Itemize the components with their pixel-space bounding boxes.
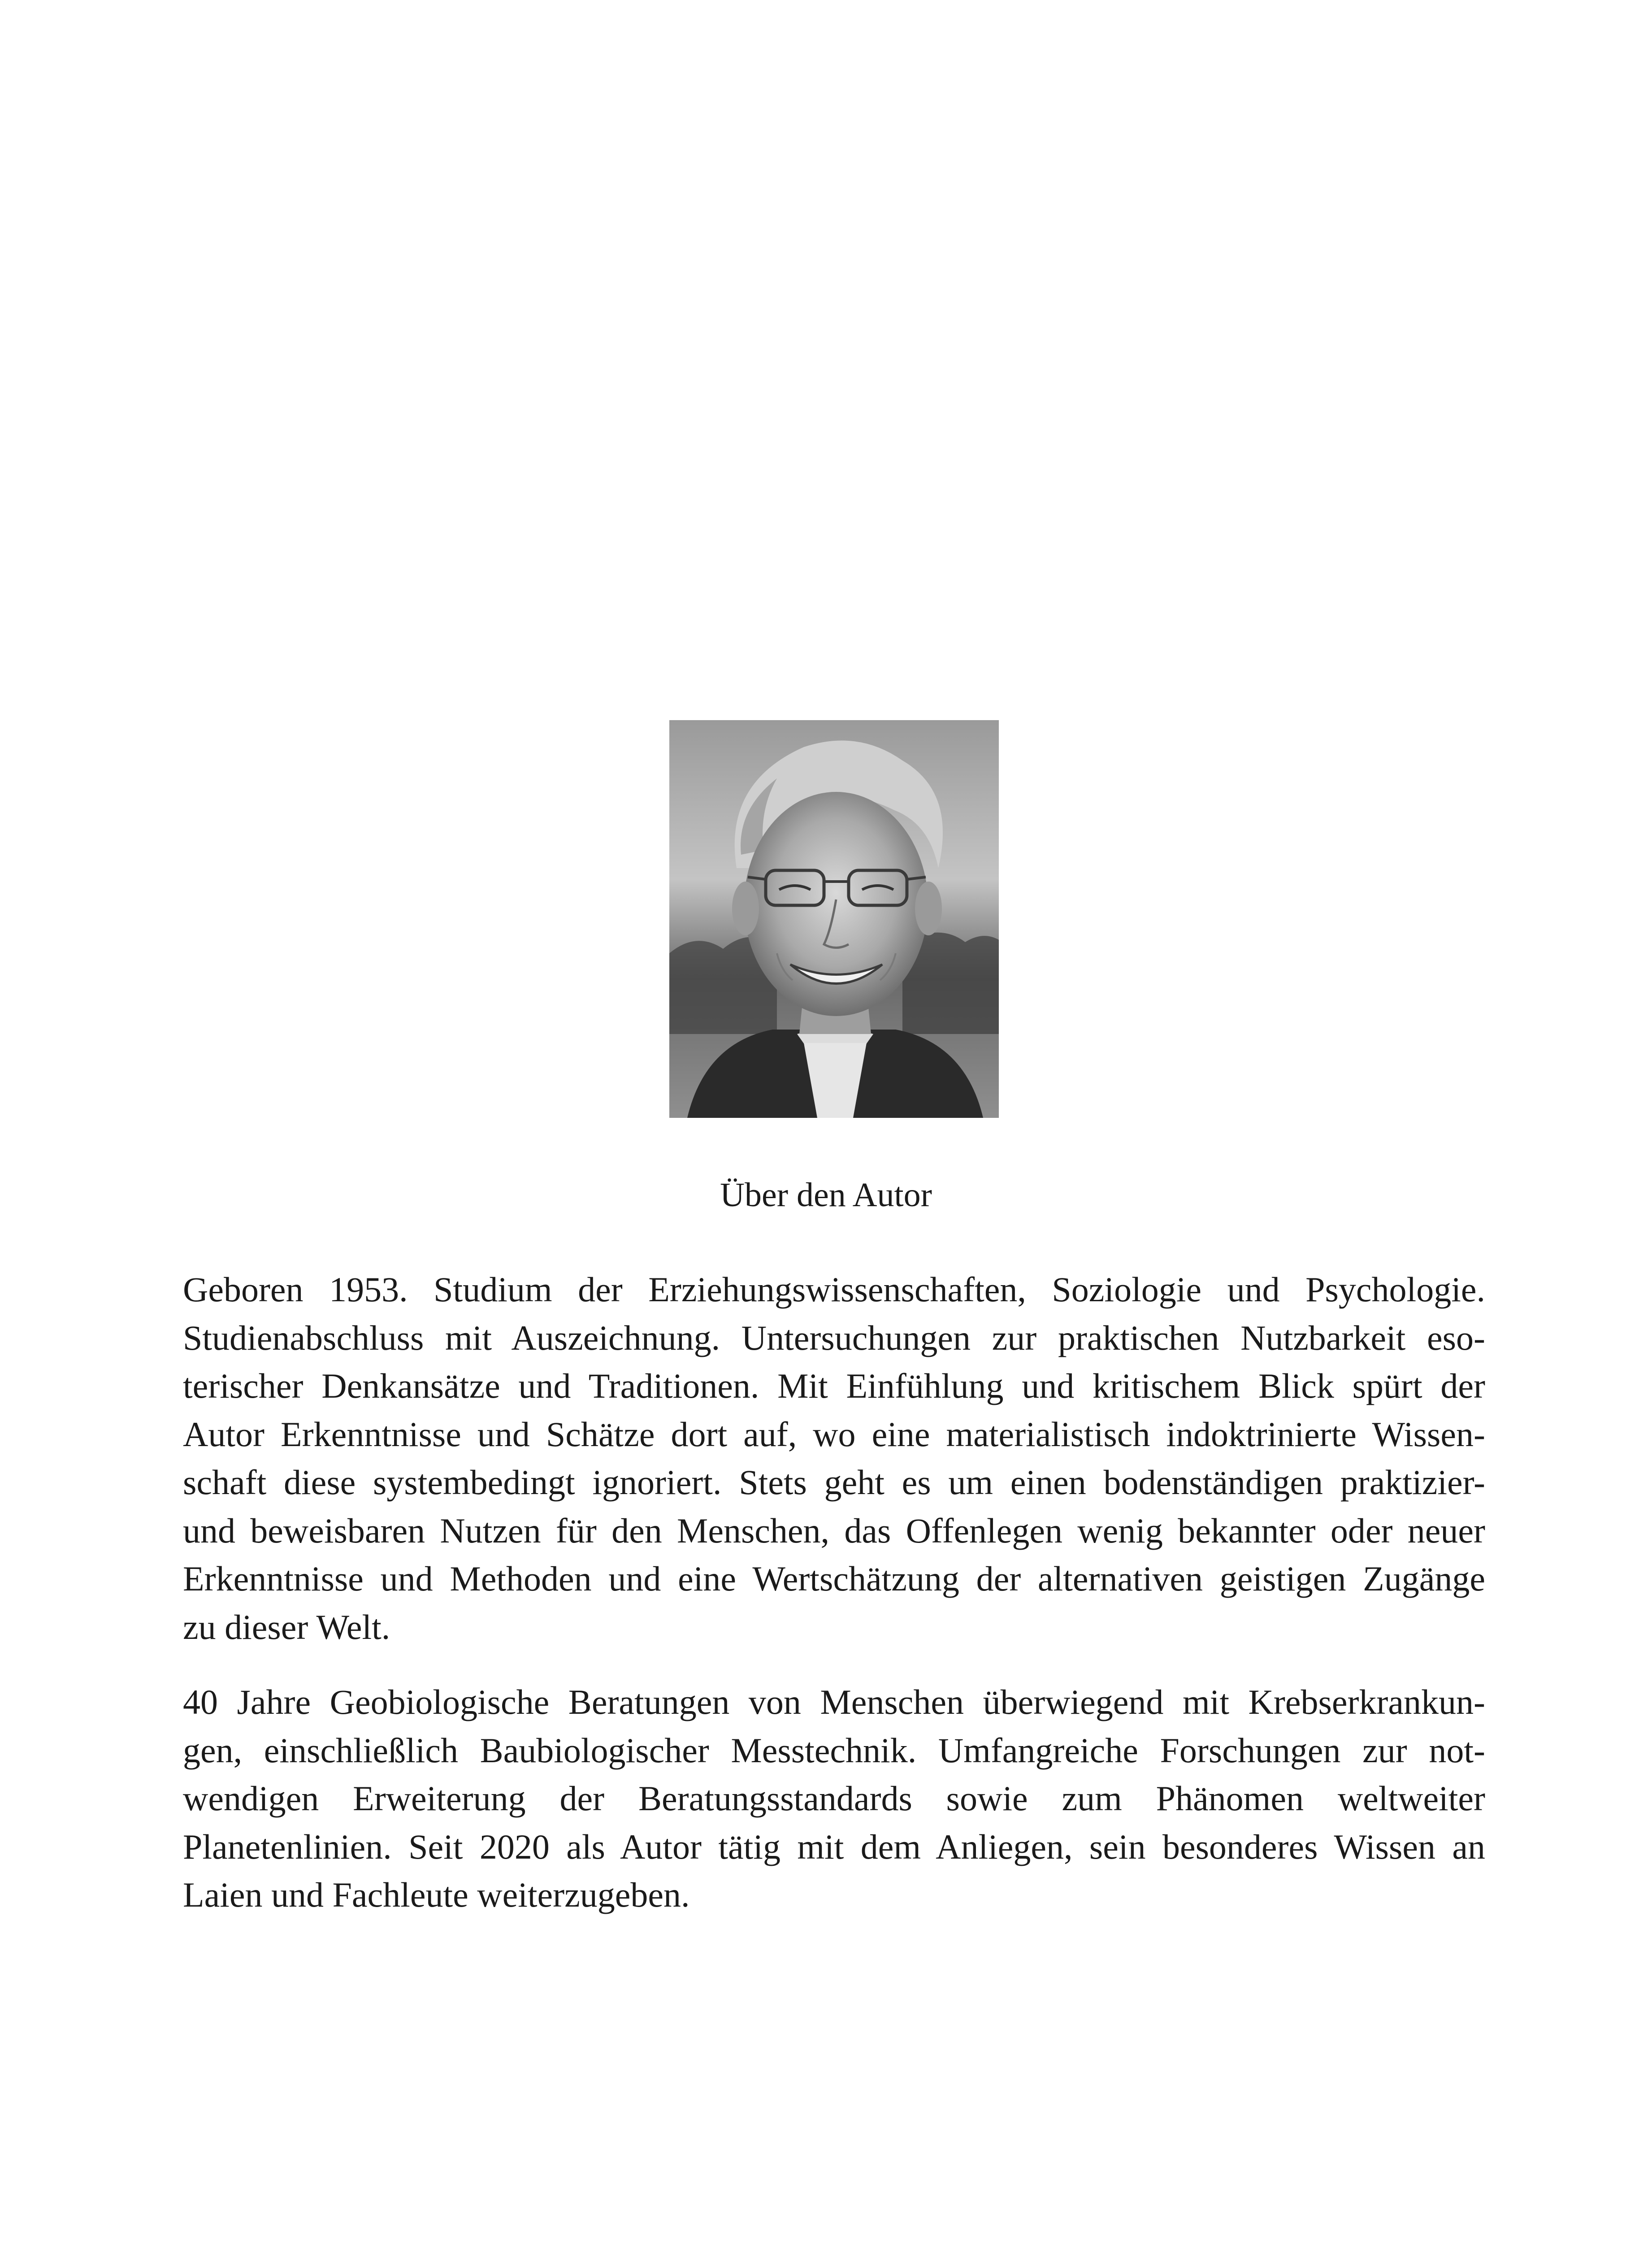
text-line: wendigen Erweiterung der Beratungsstandards sowie zum Phänomen weltweiter	[183, 1779, 1485, 1818]
text-line: Planetenlinien. Seit 2020 als Autor tätig mit dem Anliegen, sein besonderes Wissen an	[183, 1827, 1485, 1866]
text-line: gen, einschließlich Baubiologischer Messtechnik. Umfangreiche Forschungen zur not-	[183, 1730, 1485, 1770]
section-heading: Über den Autor	[720, 1176, 932, 1214]
text-line: Geboren 1953. Studium der Erziehungswissenschaften, Soziologie und Psychologie.	[183, 1270, 1485, 1309]
text-line: 40 Jahre Geobiologische Beratungen von Menschen überwiegend mit Krebserkrankun-	[183, 1682, 1485, 1721]
text-line: zu dieser Welt.	[183, 1607, 390, 1647]
text-line: Autor Erkenntnisse und Schätze dort auf, wo eine materialistisch indoktrinierte Wissen-	[183, 1414, 1485, 1454]
biography-paragraph-2	[183, 1678, 1485, 1919]
biography-paragraph-1	[183, 1265, 1485, 1651]
author-portrait-image	[669, 720, 999, 1118]
author-photo	[669, 720, 999, 1118]
text-line: terischer Denkansätze und Traditionen. Mit Einfühlung und kritischem Blick spürt der	[183, 1366, 1485, 1405]
text-line: Erkenntnisse und Methoden und eine Wertschätzung der alternativen geistigen Zugänge	[183, 1559, 1485, 1598]
text-line: und beweisbaren Nutzen für den Menschen, das Offenlegen wenig bekannter oder neuer	[183, 1511, 1485, 1550]
text-line: schaft diese systembedingt ignoriert. Stets geht es um einen bodenständigen praktizier-	[183, 1463, 1485, 1502]
text-line: Laien und Fachleute weiterzugeben.	[183, 1875, 690, 1914]
text-line: Studienabschluss mit Auszeichnung. Untersuchungen zur praktischen Nutzbarkeit eso-	[183, 1318, 1485, 1357]
